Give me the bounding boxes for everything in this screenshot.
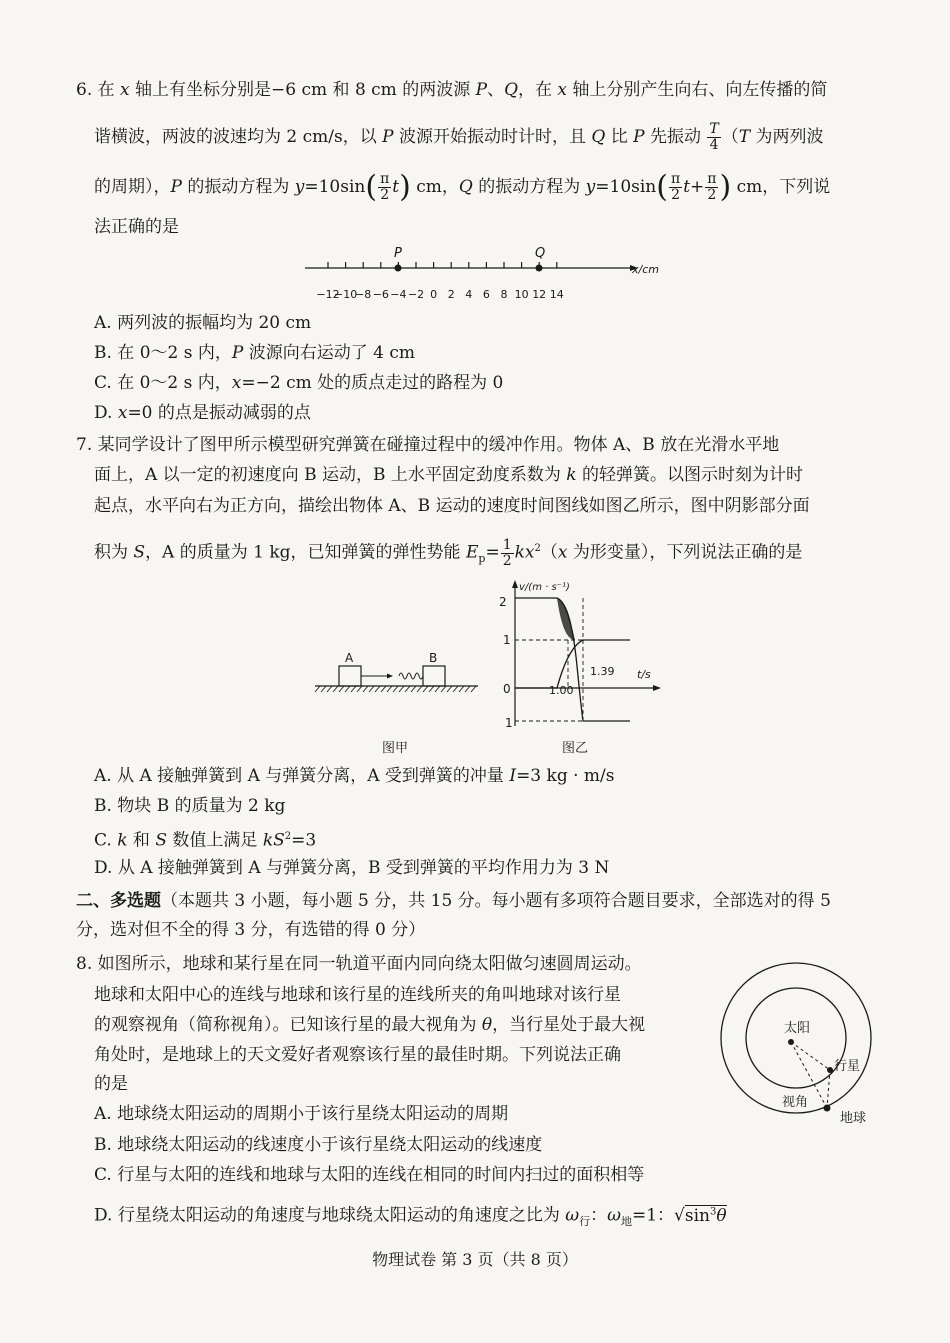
axis-tick-label: 12 bbox=[532, 288, 547, 301]
axis-tick-label: −12 bbox=[316, 288, 340, 301]
q6-option-d: D. x=0 的点是振动减弱的点 bbox=[94, 403, 311, 423]
svg-text:v/(m · s⁻¹): v/(m · s⁻¹) bbox=[519, 582, 570, 593]
label-angle: 视角 bbox=[782, 1095, 809, 1110]
axis-tick-label: 2 bbox=[447, 288, 455, 301]
svg-text:t/s: t/s bbox=[637, 668, 651, 681]
axis-tick-label: 8 bbox=[500, 288, 508, 301]
axis-tick-label: −10 bbox=[333, 288, 358, 301]
q8-option-b: B. 地球绕太阳运动的线速度小于该行星绕太阳运动的线速度 bbox=[94, 1135, 543, 1155]
q6-option-b: B. 在 0～2 s 内，P 波源向右运动了 4 cm bbox=[94, 343, 415, 363]
axis-tick-label: −6 bbox=[372, 288, 389, 301]
block-a-label: A bbox=[345, 651, 354, 665]
block-b bbox=[423, 666, 445, 686]
q8-line-4: 角处时，是地球上的天文爱好者观察该行星的最佳时期。下列说法正确 bbox=[94, 1045, 621, 1065]
q7-option-c: C. k 和 S 数值上满足 $kS^2=3$ bbox=[94, 830, 317, 851]
label-p: P bbox=[394, 246, 402, 261]
q6-line-4: 法正确的是 bbox=[94, 217, 179, 237]
q7-line-2: 面上，A 以一定的初速度向 B 运动，B 上水平固定劲度系数为 k 的轻弹簧。以图示时刻为计时 bbox=[94, 465, 803, 485]
caption-yi: 图乙 bbox=[562, 741, 589, 756]
q8-line-1: 8. 如图所示，地球和某行星在同一轨道平面内同向绕太阳做匀速圆周运动。 bbox=[76, 954, 642, 974]
q7-option-d: D. 从 A 接触弹簧到 A 与弹簧分离，B 受到弹簧的平均作用力为 3 N bbox=[94, 858, 610, 878]
block-a bbox=[339, 666, 361, 686]
axis-label: x/cm bbox=[632, 263, 659, 276]
svg-text:1: 1 bbox=[505, 716, 513, 730]
planet-orbit bbox=[746, 988, 846, 1088]
label-sun: 太阳 bbox=[784, 1021, 811, 1036]
page-footer: 物理试卷 第 3 页（共 8 页） bbox=[372, 1250, 578, 1269]
axis-tick-label: −4 bbox=[390, 288, 407, 301]
svg-text:0: 0 bbox=[503, 682, 511, 696]
q6-line-1: 6. 在 x 轴上有坐标分别是−6 cm 和 8 cm 的两波源 P、Q，在 x 轴上分别产生向右、向左传播的简 bbox=[76, 80, 828, 100]
earth-orbit bbox=[721, 963, 871, 1113]
q8-option-c: C. 行星与太阳的连线和地球与太阳的连线在相同的时间内扫过的面积相等 bbox=[94, 1165, 645, 1185]
section-2-heading: 二、多选题（本题共 3 小题，每小题 5 分，共 15 分。每小题有多项符合题目要求，全部选对的得 5 bbox=[76, 891, 831, 911]
orbit-diagram bbox=[716, 958, 896, 1128]
figure-jia bbox=[312, 648, 482, 694]
label-earth: 地球 bbox=[840, 1111, 867, 1126]
q7-option-b: B. 物块 B 的质量为 2 kg bbox=[94, 796, 286, 816]
q7-line-4: 积为 S，A 的质量为 1 kg，已知弹簧的弹性势能 $E_p=$ $\frac{1}{2}$ $kx^2(x$ 为形变量），下列说法正确的是 bbox=[94, 536, 803, 569]
axis-tick-label: 14 bbox=[549, 288, 564, 301]
point-p bbox=[395, 265, 402, 272]
axis-tick-label: 6 bbox=[482, 288, 490, 301]
q7-line-1: 7. 某同学设计了图甲所示模型研究弹簧在碰撞过程中的缓冲作用。物体 A、B 放在光滑水平地 bbox=[76, 435, 780, 455]
label-q: Q bbox=[535, 246, 546, 261]
q6-axis-diagram bbox=[300, 240, 680, 310]
svg-text:1.00: 1.00 bbox=[549, 684, 574, 697]
q6-line-2: 谐横波，两波的波速均为 2 cm/s，以 P 波源开始振动时计时，且 Q 比 P 先振动 $\frac{T}{4}$ （T 为两列波 bbox=[94, 121, 824, 153]
svg-text:1: 1 bbox=[503, 633, 511, 647]
axis-tick-label: −2 bbox=[407, 288, 425, 301]
svg-text:1.39: 1.39 bbox=[590, 665, 615, 678]
figure-yi-vt-graph bbox=[495, 576, 670, 736]
q6-option-a: A. 两列波的振幅均为 20 cm bbox=[94, 313, 312, 333]
label-planet: 行星 bbox=[834, 1059, 861, 1074]
q8-option-a: A. 地球绕太阳运动的周期小于该行星绕太阳运动的周期 bbox=[94, 1104, 509, 1124]
q7-line-3: 起点，水平向右为正方向，描绘出物体 A、B 运动的速度时间图线如图乙所示，图中阴影部分面 bbox=[94, 496, 810, 516]
q8-line-5: 的是 bbox=[94, 1074, 128, 1094]
axis-tick-label: 10 bbox=[514, 288, 529, 301]
q7-option-a: A. 从 A 接触弹簧到 A 与弹簧分离，A 受到弹簧的冲量 I=3 kg · m/s bbox=[94, 766, 615, 786]
caption-jia: 图甲 bbox=[382, 741, 409, 756]
q8-option-d: D. 行星绕太阳运动的角速度与地球绕太阳运动的角速度之比为 $\omega_行$：$\omega_地=1$：$√\sin^3\theta$ bbox=[94, 1205, 727, 1229]
q8-line-2: 地球和太阳中心的连线与地球和该行星的连线所夹的角叫地球对该行星 bbox=[94, 985, 621, 1005]
axis-tick-label: 0 bbox=[430, 288, 438, 301]
block-b-label: B bbox=[429, 651, 438, 665]
axis-tick-label: −8 bbox=[355, 288, 372, 301]
q6-option-c: C. 在 0～2 s 内，x=−2 cm 处的质点走过的路程为 0 bbox=[94, 373, 504, 393]
section-2-line-2: 分，选对但不全的得 3 分，有选错的得 0 分） bbox=[76, 920, 426, 940]
axis-tick-label: 4 bbox=[465, 288, 473, 301]
q8-line-3: 的观察视角（简称视角）。已知该行星的最大视角为 θ，当行星处于最大视 bbox=[94, 1015, 646, 1035]
q6-line-3: 的周期），P 的振动方程为 y=10sin( $\frac{\pi}{2}$ t) cm，Q 的振动方程为 y=10sin( $\frac{\pi}{2}$ t+ $\frac{\pi}{2}$ ) cm，下列说 bbox=[94, 169, 831, 205]
svg-text:2: 2 bbox=[499, 595, 507, 609]
point-q bbox=[536, 265, 543, 272]
